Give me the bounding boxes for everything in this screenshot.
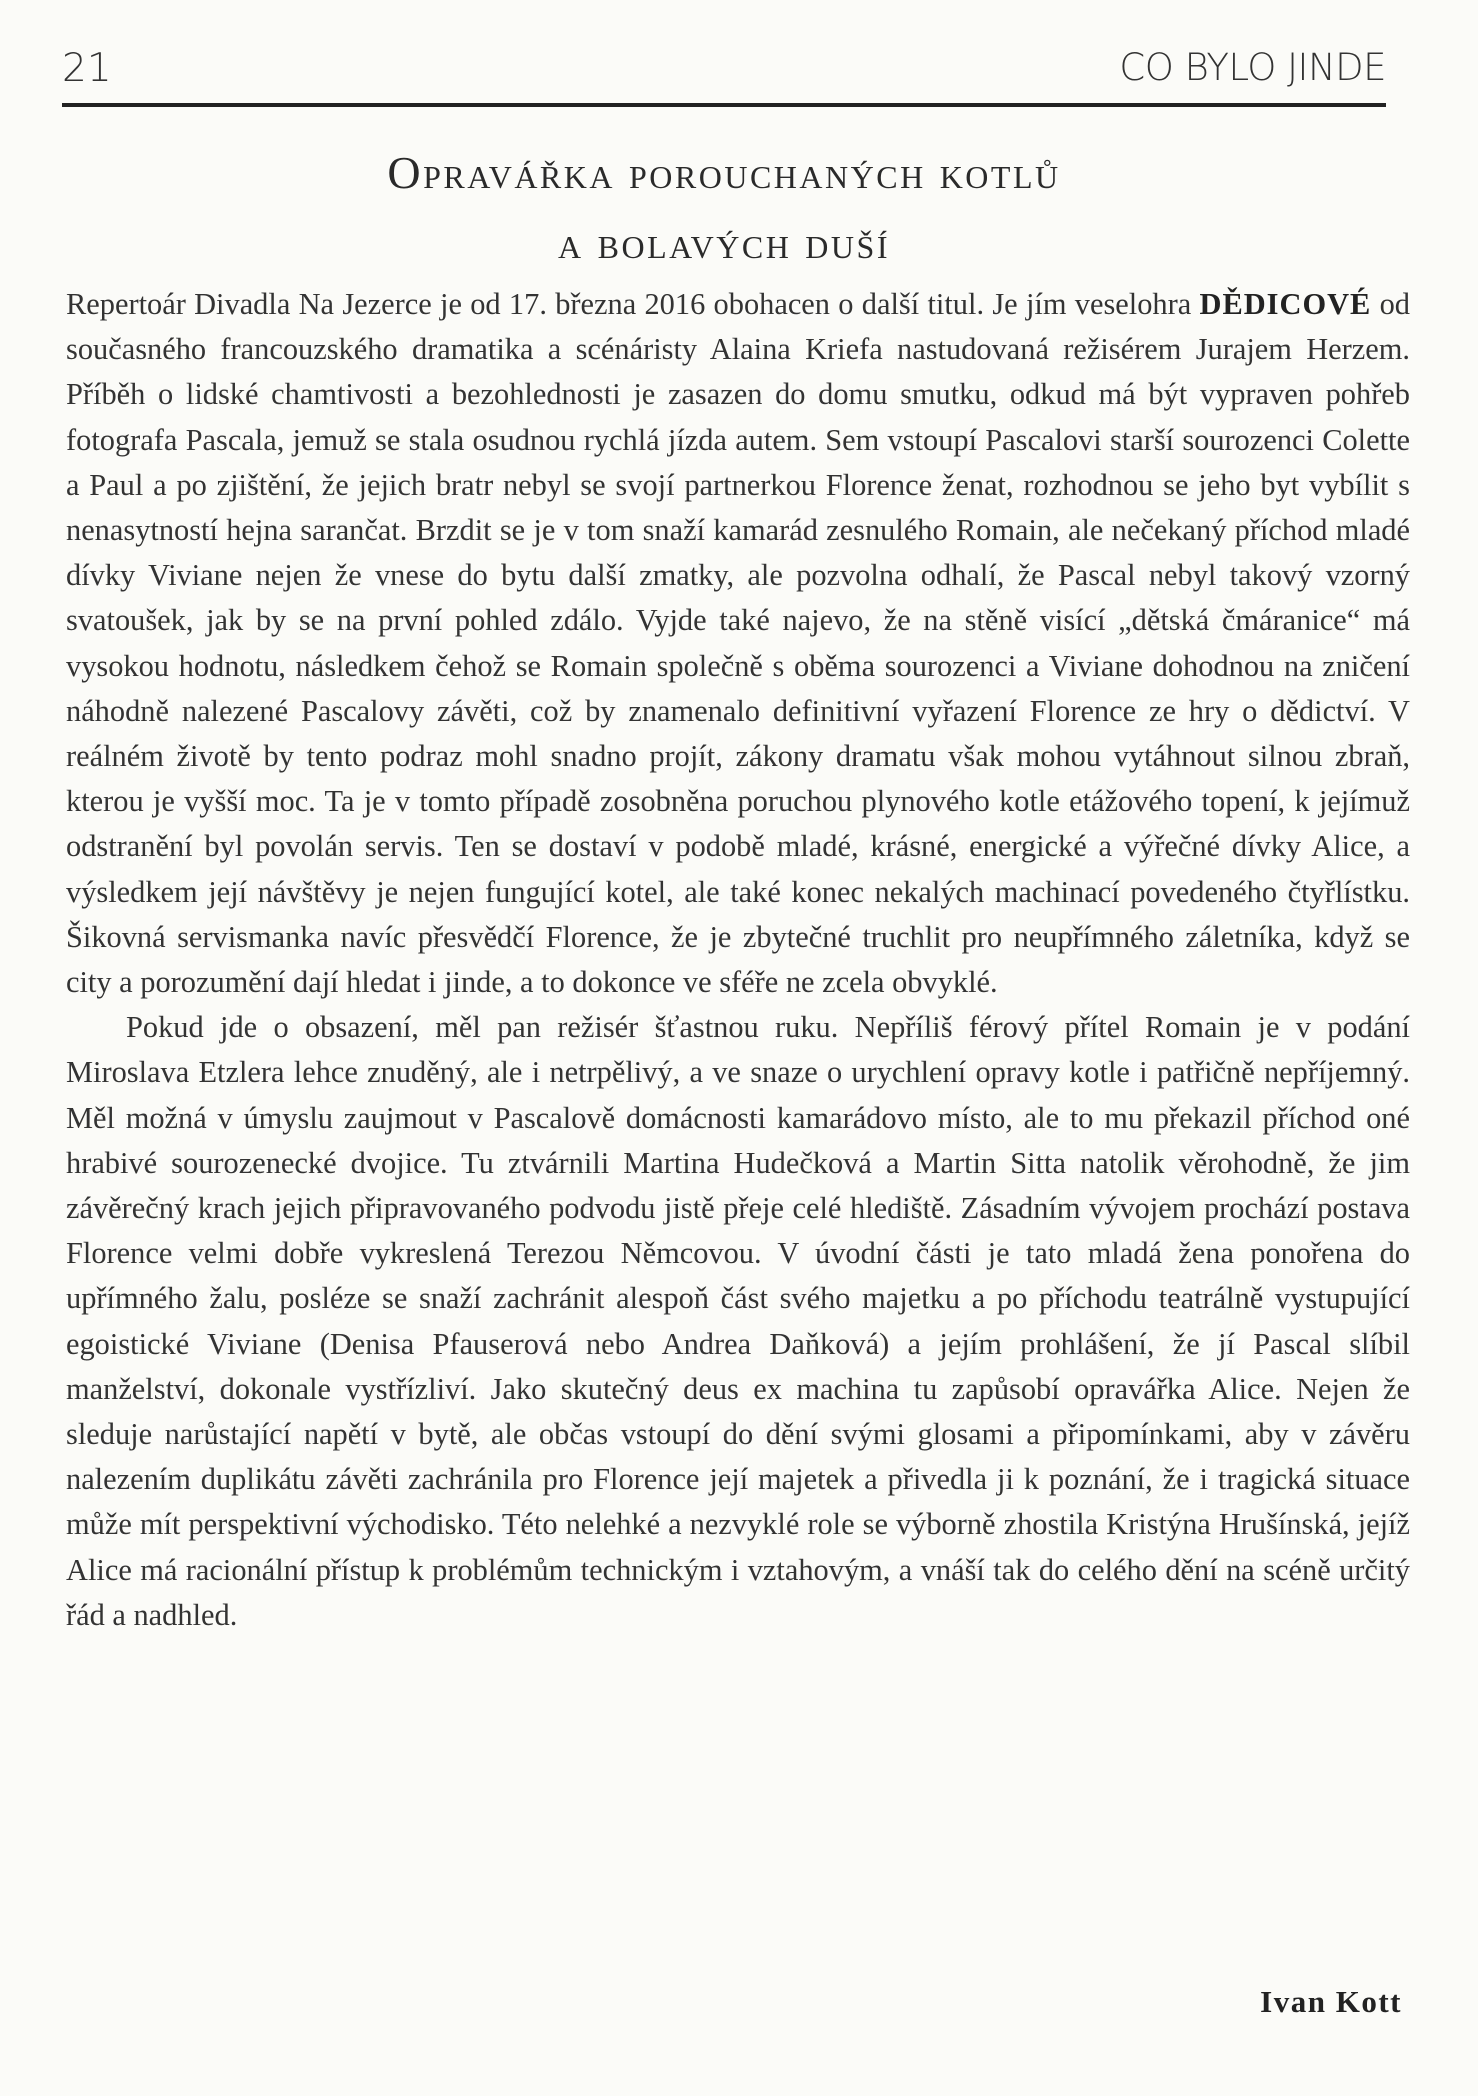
article-title-line-2: a bolavých duší [558, 217, 890, 268]
section-title: CO BYLO JINDE [1119, 46, 1386, 89]
page-number: 21 [62, 46, 112, 91]
article-title [62, 138, 1386, 278]
play-title: DĚDICOVÉ [1199, 287, 1372, 321]
page-header [62, 42, 1386, 100]
article-paragraph-1 [66, 282, 1410, 1005]
paragraph-1-rest: od současného francouzského dramatika a scénáristy Alaina Kriefa nastudovaná režisérem Jurajem Herzem. Příběh o lidské chamtivosti a bezohlednosti je zasazen do domu smutku, odkud má být vypraven pohřeb fotografa Pascala, jemuž se stala osudnou rychlá jízda autem. Sem vstoupí Pascalovi starší sourozenci Colette a Paul a po zjištění, že jejich bratr nebyl se svojí partnerkou Florence ženat, rozhodnou se jeho byt vybílit s nenasytností hejna sarančat. Brzdit se je v tom snaží kamarád zesnulého Romain, ale nečekaný příchod mladé dívky Viviane nejen že vnese do bytu další zmatky, ale pozvolna odhalí, že Pascal nebyl takový vzorný svatoušek, jak by se na první pohled zdálo. Vyjde také najevo, že na stěně visící „dětská čmáranice“ má vysokou hodnotu, následkem čehož se Romain společně s oběma sourozenci a Viviane dohodnou na zničení náhodně nalezené Pascalovy závěti, což by znamenalo definitivní vyřazení Florence ze hry o dědictví. V reálném životě by tento podraz mohl snadno projít, zákony dramatu však mohou vytáhnout silnou zbraň, kterou je vyšší moc. Ta je v tomto případě zosobněna poruchou plynového kotle etážového topení, k jejímuž odstranění byl povolán servis. Ten se dostaví v podobě mladé, krásné, energické a výřečné dívky Alice, a výsledkem její návštěvy je nejen fungující kotel, ale také konec nekalých machinací povedeného čtyřlístku. Šikovná servismanka navíc přesvědčí Florence, že je zbytečné truchlit pro neupřímného záletníka, když se city a porozumění dají hledat i jinde, a to dokonce ve sféře ne zcela obvyklé. [66, 287, 1410, 1000]
header-rule [62, 103, 1386, 107]
paragraph-1-intro: Repertoár Divadla Na Jezerce je od 17. března 2016 obohacen o další titul. Je jím veselohra [66, 287, 1200, 321]
article-author: Ivan Kott [1260, 1984, 1402, 2019]
article-paragraph-2: Pokud jde o obsazení, měl pan režisér šťastnou ruku. Nepříliš férový přítel Romain je v podání Miroslava Etzlera lehce znuděný, ale i netrpělivý, a ve snaze o urychlení opravy kotle i patřičně nepříjemný. Měl možná v úmyslu zaujmout v Pascalově domácnosti kamarádovo místo, ale to mu překazil příchod oné hrabivé sourozenecké dvojice. Tu ztvárnili Martina Hudečková a Martin Sitta natolik věrohodně, že jim závěrečný krach jejich připravovaného podvodu jistě přeje celé hlediště. Zásadním vývojem prochází postava Florence velmi dobře vykreslená Terezou Němcovou. V úvodní části je tato mladá žena ponořena do upřímného žalu, posléze se snaží zachránit alespoň část svého majetku a po příchodu teatrálně vystupující egoistické Viviane (Denisa Pfauserová nebo Andrea Daňková) a jejím prohlášení, že jí Pascal slíbil manželství, dokonale vystřízliví. Jako skutečný deus ex machina tu zapůsobí opravářka Alice. Nejen že sleduje narůstající napětí v bytě, ale občas vstoupí do dění svými glosami a připomínkami, aby v závěru nalezením duplikátu závěti zachránila pro Florence její majetek a přivedla ji k poznání, že i tragická situace může mít perspektivní východisko. Této nelehké a nezvyklé role se výborně zhostila Kristýna Hrušínská, jejíž Alice má racionální přístup k problémům technickým i vztahovým, a vnáší tak do celého dění na scéně určitý řád a nadhled. [66, 1010, 1410, 1632]
article-title-line-1: Opravářka porouchaných kotlů [387, 147, 1061, 198]
article-body [66, 282, 1410, 1638]
